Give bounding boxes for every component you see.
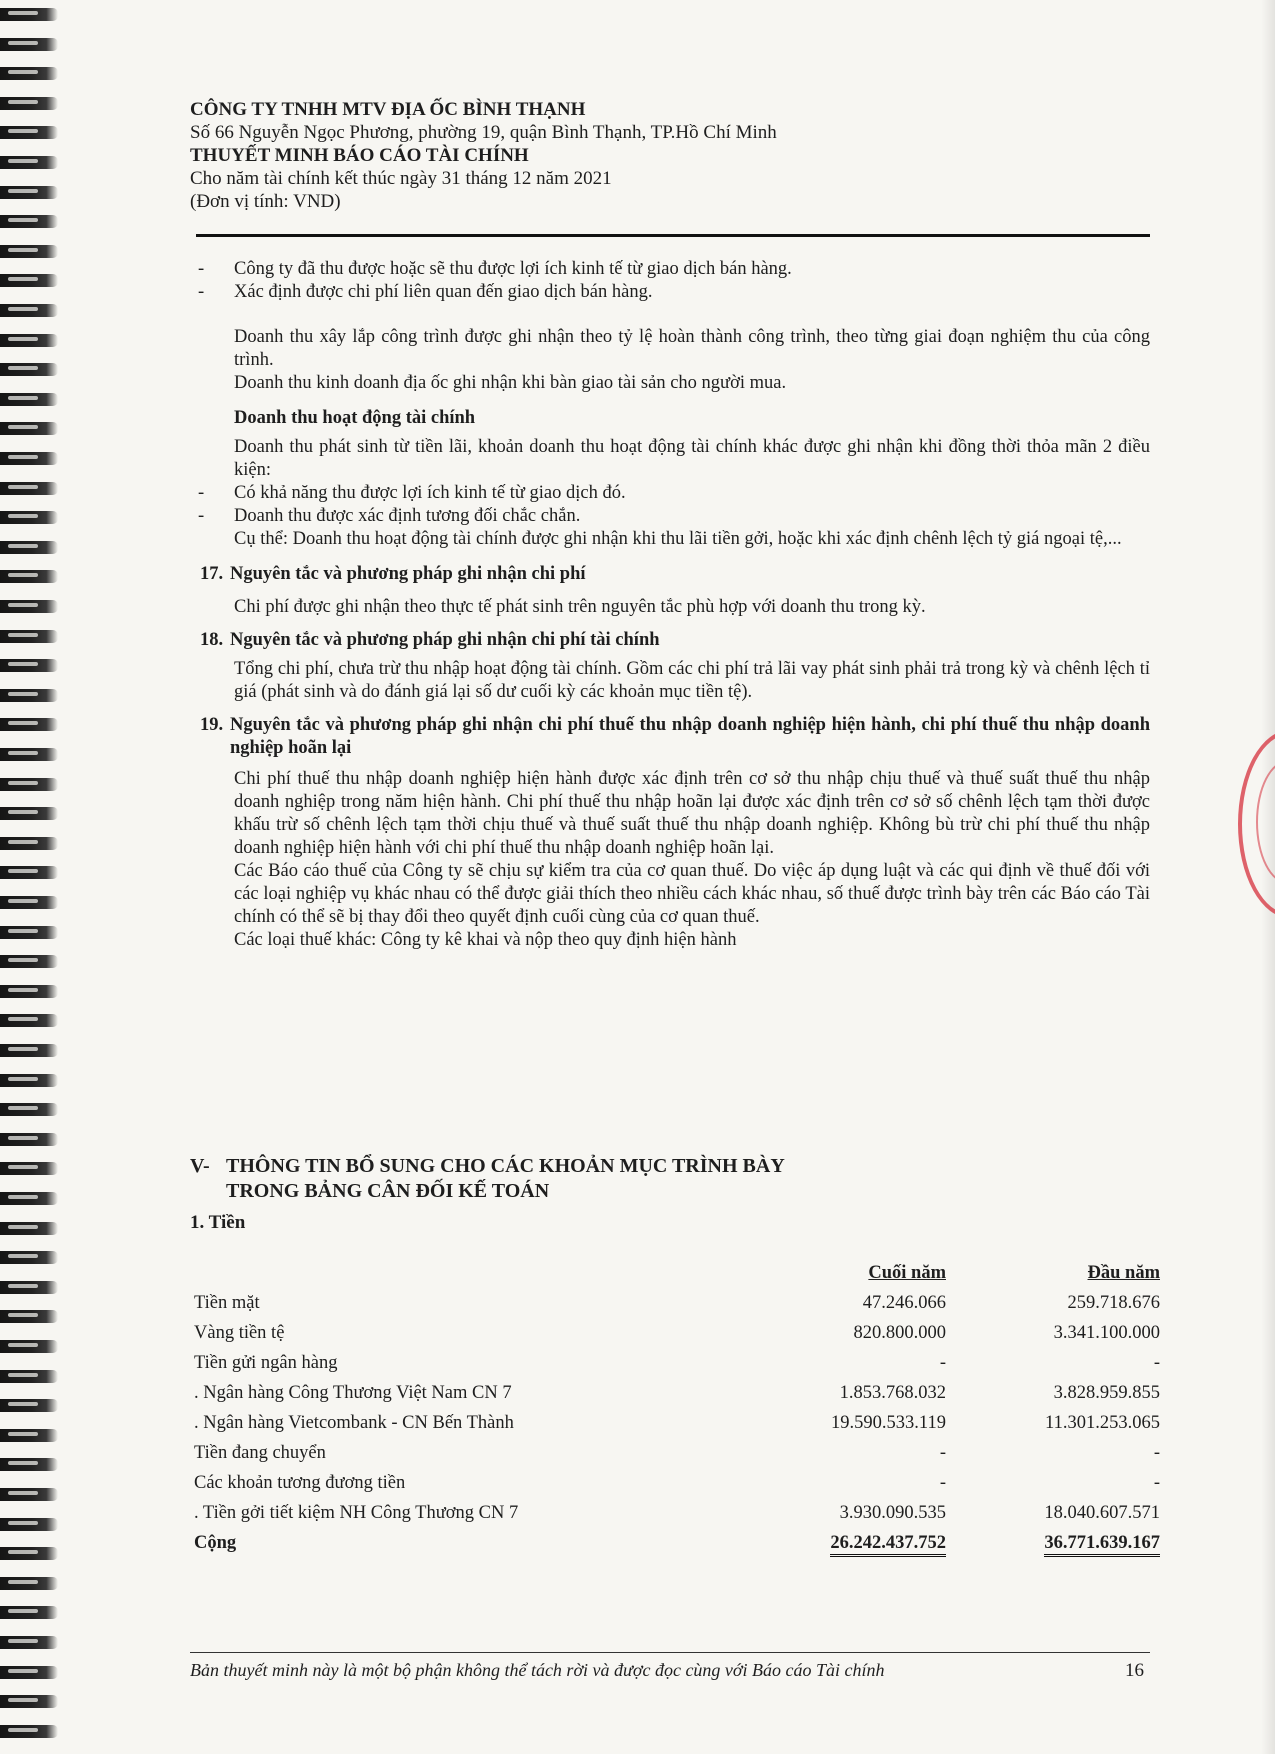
paragraph: Doanh thu xây lắp công trình được ghi nhận theo tỷ lệ hoàn thành công trình, theo từng giai đoạn nghiệm thu của công trình. <box>234 327 1150 370</box>
header-rule <box>196 234 1150 237</box>
binding-tooth <box>0 482 58 495</box>
paragraph: Các Báo cáo thuế của Công ty sẽ chịu sự kiểm tra của cơ quan thuế. Do việc áp dụng luật và các qui định về thuế đối với các loại nghiệp vụ khác nhau có thể được giải thích theo nhiều cách khác nhau, số thuế được trình bày trên các Báo cáo Tài chính có thể sẽ bị thay đổi theo quyết định cuối cùng của cơ quan thuế. <box>234 861 1150 927</box>
binding-tooth <box>0 1370 58 1383</box>
binding-tooth <box>0 1162 58 1175</box>
paragraph: Chi phí được ghi nhận theo thực tế phát sinh trên nguyên tắc phù hợp với doanh thu trong kỳ. <box>234 597 926 617</box>
binding-tooth <box>0 807 58 820</box>
binding-tooth <box>0 1310 58 1323</box>
binding-tooth <box>0 926 58 939</box>
table-row: Vàng tiền tệ 820.800.000 3.341.100.000 <box>194 1322 1160 1343</box>
col-header-start-of-year: Đầu năm <box>1087 1262 1160 1283</box>
binding-tooth <box>0 1577 58 1590</box>
binding-tooth <box>0 1695 58 1708</box>
table-row: . Ngân hàng Vietcombank - CN Bến Thành 19.590.533.119 11.301.253.065 <box>194 1412 1160 1433</box>
binding-tooth <box>0 1103 58 1116</box>
binding-tooth <box>0 1518 58 1531</box>
binding-tooth <box>0 866 58 879</box>
binding-tooth <box>0 985 58 998</box>
list-item: - Công ty đã thu được hoặc sẽ thu được lợi ích kinh tế từ giao dịch bán hàng. <box>198 259 792 279</box>
binding-tooth <box>0 126 58 139</box>
list-item: - Có khả năng thu được lợi ích kinh tế từ giao dịch đó. <box>198 483 626 503</box>
binding-tooth <box>0 659 58 672</box>
binding-tooth <box>0 1074 58 1087</box>
binding-tooth <box>0 1488 58 1501</box>
binding-tooth <box>0 8 58 21</box>
binding-tooth <box>0 896 58 909</box>
subheading-fin-revenue: Doanh thu hoạt động tài chính <box>234 408 476 428</box>
section-heading-18: 18. Nguyên tắc và phương pháp ghi nhận chi phí tài chính <box>200 630 660 650</box>
binding-tooth <box>0 245 58 258</box>
document-header <box>190 98 1150 213</box>
binding-tooth <box>0 955 58 968</box>
binding-tooth <box>0 1281 58 1294</box>
paragraph: Doanh thu phát sinh từ tiền lãi, khoản doanh thu hoạt động tài chính khác được ghi nhận khi đồng thời thỏa mãn 2 điều kiện: <box>234 437 1150 480</box>
table-header-row <box>194 1258 1160 1288</box>
table-row: Tiền gửi ngân hàng - - <box>194 1352 1160 1373</box>
cash-table <box>194 1258 1160 1558</box>
company-address: Số 66 Nguyễn Ngọc Phương, phường 19, quận Bình Thạnh, TP.Hồ Chí Minh <box>190 122 777 143</box>
binding-tooth <box>0 1636 58 1649</box>
binding-tooth <box>0 215 58 228</box>
binding-tooth <box>0 511 58 524</box>
document-body <box>190 258 1150 952</box>
footer-note: Bản thuyết minh này là một bộ phận không thể tách rời và được đọc cùng với Báo cáo Tài chính <box>190 1660 885 1680</box>
binding-tooth <box>0 1458 58 1471</box>
list-item: - Xác định được chi phí liên quan đến giao dịch bán hàng. <box>198 282 653 302</box>
table-row: . Ngân hàng Công Thương Việt Nam CN 7 1.853.768.032 3.828.959.855 <box>194 1382 1160 1403</box>
section-heading-17: 17. Nguyên tắc và phương pháp ghi nhận chi phí <box>200 564 586 584</box>
paragraph: Tổng chi phí, chưa trừ thu nhập hoạt động tài chính. Gồm các chi phí trả lãi vay phát sinh phải trả trong kỳ và chênh lệch tỉ giá (phát sinh và do đánh giá lại số dư cuối kỳ các khoản mục tiền tệ). <box>234 659 1150 702</box>
binding-tooth <box>0 1399 58 1412</box>
col-header-end-of-year: Cuối năm <box>868 1262 946 1283</box>
table-row: Tiền đang chuyển - - <box>194 1442 1160 1463</box>
binding-tooth <box>0 1192 58 1205</box>
binding-tooth <box>0 778 58 791</box>
binding-tooth <box>0 363 58 376</box>
binding-tooth <box>0 304 58 317</box>
footer-rule <box>190 1652 1150 1653</box>
list-item: - Doanh thu được xác định tương đối chắc chắn. <box>198 506 581 526</box>
paragraph: Chi phí thuế thu nhập doanh nghiệp hiện hành được xác định trên cơ sở thu nhập chịu thuế và thuế suất thuế thu nhập doanh nghiệp trong năm hiện hành. Chi phí thuế thu nhập hoãn lại được xác định trên cơ sở số chênh lệch tạm thời được khấu trừ số chênh lệch tạm thời chịu thuế và thuế suất thuế thu nhập doanh nghiệp. Không bù trừ chi phí thuế thu nhập doanh nghiệp hiện hành với chi phí thuế thu nhập doanh nghiệp hoãn lại. <box>234 769 1150 858</box>
reporting-period: Cho năm tài chính kết thúc ngày 31 tháng 12 năm 2021 <box>190 168 612 189</box>
table-total-row: Cộng 26.242.437.752 36.771.639.167 <box>194 1528 1160 1558</box>
binding-tooth <box>0 1340 58 1353</box>
binding-tooth <box>0 1014 58 1027</box>
table-row: Các khoản tương đương tiền - - <box>194 1472 1160 1493</box>
binding-tooth <box>0 630 58 643</box>
binding-tooth <box>0 837 58 850</box>
binding-tooth <box>0 1044 58 1057</box>
binding-tooth <box>0 689 58 702</box>
binding-tooth <box>0 570 58 583</box>
binding-comb <box>0 0 62 1754</box>
binding-tooth <box>0 1606 58 1619</box>
total-end-of-year: 26.242.437.752 <box>830 1533 946 1557</box>
binding-tooth <box>0 1666 58 1679</box>
binding-tooth <box>0 334 58 347</box>
binding-tooth <box>0 97 58 110</box>
paragraph: Doanh thu kinh doanh địa ốc ghi nhận khi bàn giao tài sản cho người mua. <box>234 373 787 393</box>
binding-tooth <box>0 422 58 435</box>
company-name: CÔNG TY TNHH MTV ĐỊA ỐC BÌNH THẠNH <box>190 99 586 120</box>
table-row: . Tiền gởi tiết kiệm NH Công Thương CN 7 3.930.090.535 18.040.607.571 <box>194 1502 1160 1523</box>
currency-unit: (Đơn vị tính: VND) <box>190 191 341 212</box>
binding-tooth <box>0 1222 58 1235</box>
binding-tooth <box>0 1725 58 1738</box>
binding-tooth <box>0 38 58 51</box>
table-row: Tiền mặt 47.246.066 259.718.676 <box>194 1292 1160 1313</box>
binding-tooth <box>0 393 58 406</box>
binding-tooth <box>0 1251 58 1264</box>
binding-tooth <box>0 1547 58 1560</box>
section-heading-19: 19. Nguyên tắc và phương pháp ghi nhận chi phí thuế thu nhập doanh nghiệp hiện hành, chi phí thuế thu nhập doanh nghiệp hoãn lại <box>200 715 1150 758</box>
binding-tooth <box>0 67 58 80</box>
binding-tooth <box>0 541 58 554</box>
paragraph: Các loại thuế khác: Công ty kê khai và nộp theo quy định hiện hành <box>234 930 737 950</box>
binding-tooth <box>0 748 58 761</box>
total-start-of-year: 36.771.639.167 <box>1044 1533 1160 1557</box>
binding-tooth <box>0 600 58 613</box>
document-title: THUYẾT MINH BÁO CÁO TÀI CHÍNH <box>190 145 529 166</box>
binding-tooth <box>0 186 58 199</box>
paragraph: Cụ thể: Doanh thu hoạt động tài chính được ghi nhận khi thu lãi tiền gởi, hoặc khi xác định chênh lệch tỷ giá ngoại tệ,... <box>234 529 1122 549</box>
part-v-heading: V- THÔNG TIN BỔ SUNG CHO CÁC KHOẢN MỤC TRÌNH BÀY TRONG BẢNG CÂN ĐỐI KẾ TOÁN <box>190 1155 785 1202</box>
page-number: 16 <box>1125 1660 1144 1681</box>
binding-tooth <box>0 452 58 465</box>
binding-tooth <box>0 274 58 287</box>
binding-tooth <box>0 718 58 731</box>
binding-tooth <box>0 1133 58 1146</box>
binding-tooth <box>0 156 58 169</box>
cash-heading: 1. Tiền <box>190 1212 246 1233</box>
binding-tooth <box>0 1429 58 1442</box>
